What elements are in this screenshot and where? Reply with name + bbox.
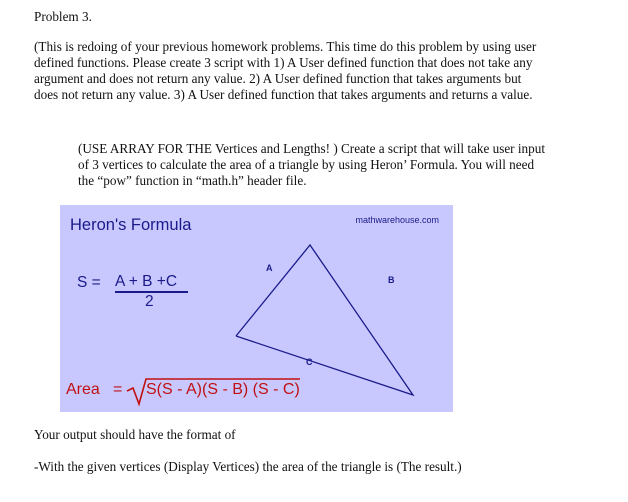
triangle-shape bbox=[236, 245, 413, 395]
instruction-line: (USE ARRAY FOR THE Vertices and Lengths! ) Create a script that will take user input bbox=[78, 141, 545, 156]
problem-title: Problem 3. bbox=[34, 9, 92, 24]
s-numerator: A + B +C bbox=[115, 273, 178, 290]
vertex-label-c: C bbox=[306, 357, 313, 367]
intro-line: defined functions. Please create 3 script with 1) A User defined function that does not take any bbox=[34, 55, 533, 70]
area-expression: S(S - A)(S - B) (S - C) bbox=[146, 381, 300, 398]
intro-line: (This is redoing of your previous homework problems. This time do this problem by using user bbox=[34, 39, 537, 54]
s-label: S = bbox=[77, 274, 101, 291]
figure-watermark: mathwarehouse.com bbox=[355, 215, 439, 225]
area-equals: = bbox=[113, 381, 123, 398]
area-label: Area bbox=[66, 381, 100, 398]
intro-line: does not return any value. 3) A User defined function that takes arguments and returns a value. bbox=[34, 87, 533, 102]
output-line: -With the given vertices (Display Vertices) the area of the triangle is (The result.) bbox=[34, 459, 462, 474]
herons-formula-figure bbox=[60, 205, 453, 412]
instruction-line: of 3 vertices to calculate the area of a triangle by using Heron’ Formula. You will need bbox=[78, 157, 535, 172]
vertex-label-a: A bbox=[266, 263, 273, 273]
intro-line: argument and does not return any value. 2) A User defined function that takes arguments but bbox=[34, 71, 522, 86]
figure-heading: Heron's Formula bbox=[70, 216, 192, 234]
s-denominator: 2 bbox=[145, 293, 154, 310]
output-line: Your output should have the format of bbox=[34, 427, 236, 442]
instruction-line: the “pow” function in “math.h” header file. bbox=[78, 173, 307, 188]
vertex-label-b: B bbox=[388, 275, 395, 285]
